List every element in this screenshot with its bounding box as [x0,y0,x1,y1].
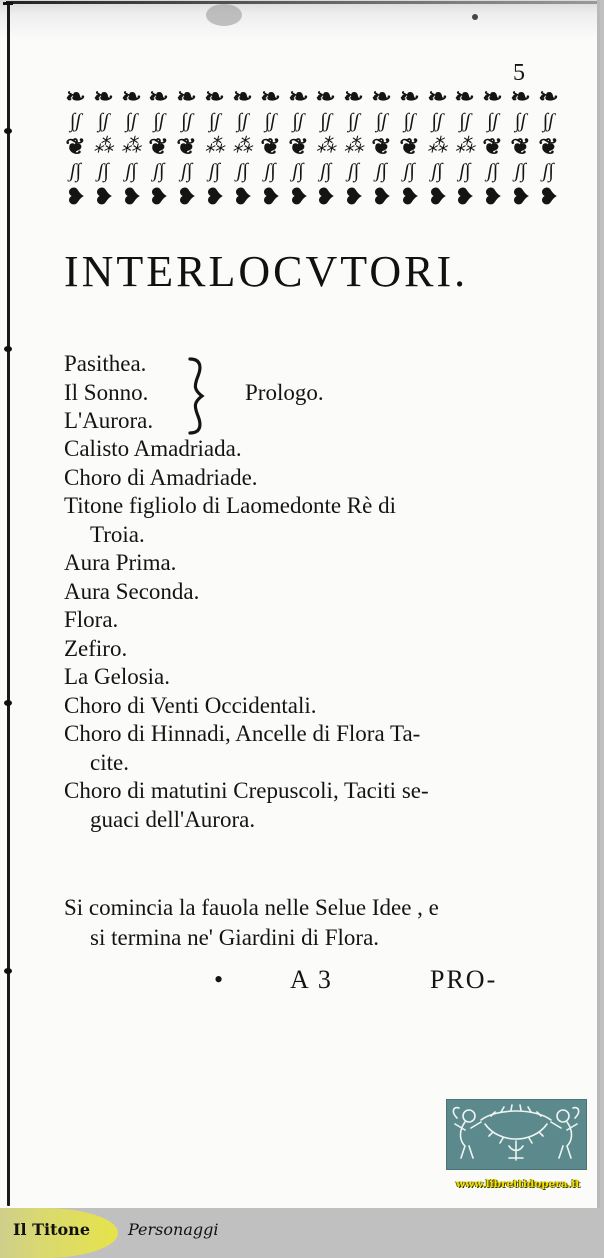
cast-entry: Flora. [64,607,119,632]
page-heading: INTERLOCVTORI. [64,247,469,296]
ornament-row-vines: ∫ʃ ∫ʃ ∫ʃ ∫ʃ ∫ʃ ∫ʃ ∫ʃ ∫ʃ ∫ʃ ∫ʃ ∫ʃ ∫ʃ ∫ʃ ∫ʃ ∫ʃ ∫ʃ ∫ʃ ∫ʃ [69,110,554,132]
section-name: Personaggi [128,1220,219,1239]
page-number: 5 [513,60,525,86]
gutter-mark [4,968,12,974]
gutter-binding-line [7,2,10,1206]
work-title[interactable]: Il Titone [13,1220,90,1239]
setting-note [64,893,439,953]
cast-entry: L'Aurora. [64,408,154,433]
gutter-mark [4,700,12,706]
top-rule [6,1,600,4]
ornament-row-leaves: ❥ ❥ ❥ ❥ ❥ ❥ ❥ ❥ ❥ ❥ ❥ ❥ ❥ ❥ ❥ ❥ ❥ ❥ [65,184,559,209]
ink-smudge [206,4,242,26]
cast-entry: Choro di Venti Occidentali. [64,692,317,718]
cast-entry: Zefiro. [64,635,128,661]
cast-entry: Aura Prima. [64,550,177,575]
setting-note-line: si termina ne' Giardini di Flora. [90,925,380,950]
librettidopera-url[interactable]: www.librettidopera.it [455,1178,581,1190]
cast-entry: Aura Seconda. [64,578,200,604]
cast-entry: Titone figliolo di Laomedonte Rè di [64,493,396,518]
cast-entry: Pasithea. [64,351,147,376]
curly-brace-icon [186,356,208,436]
librettidopera-emblem[interactable] [446,1099,587,1170]
catchword: PRO- [430,965,498,994]
page-top-discoloration [0,0,600,40]
cast-entry: Il Sonno. [64,379,149,405]
cast-entry: Choro di Amadriade. [64,464,258,490]
setting-note-line: Si comincia la fauola nelle Selue Idee , e [64,895,439,920]
cast-entry: Choro di matutini Crepuscoli, Taciti se- [64,778,429,803]
ornament-row-mixed: ❦ ⁂ ⁂ ❦ ❦ ⁂ ⁂ ❦ ❦ ⁂ ⁂ ❦ ❦ ⁂ ⁂ ❦ ❦ ❦ [65,134,559,159]
ornament-row-leaves: ❧ ❧ ❧ ❧ ❧ ❧ ❧ ❧ ❧ ❧ ❧ ❧ ❧ ❧ ❧ ❧ ❧ ❧ [65,84,559,109]
page-right-edge [597,0,600,1208]
cast-entry-continuation: Troia. [90,521,145,547]
prologue-label: Prologo. [245,380,324,405]
signature-mark: A 3 [290,965,333,994]
ornament-row-vines: ʃ∫ ʃ∫ ʃ∫ ʃ∫ ʃ∫ ʃ∫ ʃ∫ ʃ∫ ʃ∫ ʃ∫ ʃ∫ ʃ∫ ʃ∫ ʃ∫ ʃ∫ ʃ∫ ʃ∫ ʃ∫ [69,160,554,182]
ink-dot [472,14,478,20]
cast-list [64,350,564,834]
signature-dot: • [214,965,226,994]
gutter-mark [4,346,12,352]
cast-entry-continuation: cite. [90,749,129,775]
putti-garland-icon [447,1100,586,1169]
footer-bar [0,1208,604,1258]
printers-ornament-band [62,84,562,210]
cast-entry: Choro di Hinnadi, Ancelle di Flora Ta- [64,721,421,746]
cast-entry: Calisto Amadriada. [64,436,242,461]
gutter-mark [4,128,12,134]
prologue-group [64,350,564,435]
cast-entry-continuation: guaci dell'Aurora. [90,806,256,832]
cast-entry: La Gelosia. [64,664,171,689]
